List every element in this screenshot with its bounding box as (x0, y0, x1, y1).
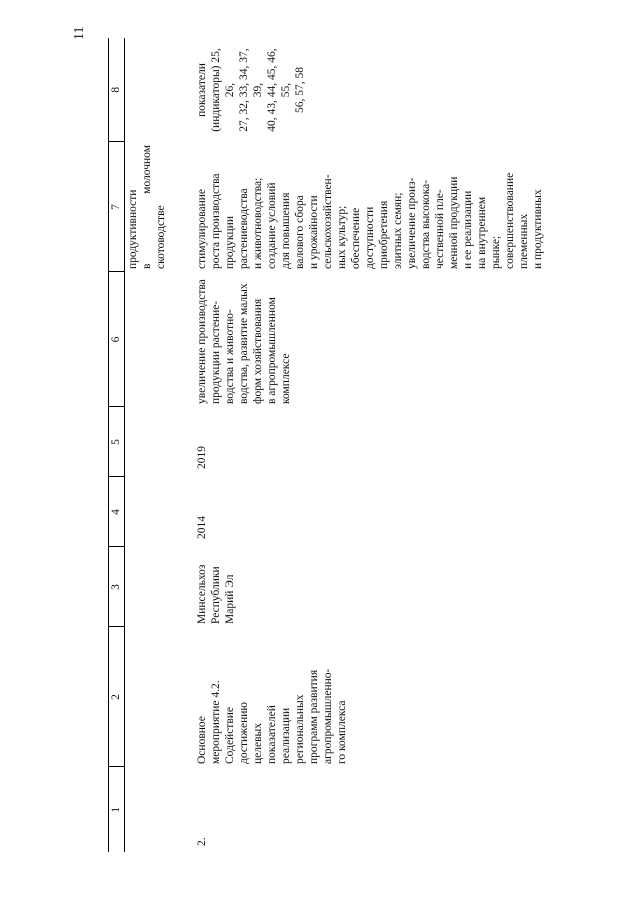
tasks-line: ных культур; (336, 205, 349, 269)
header-row (109, 38, 125, 852)
tasks-line: доступности (364, 206, 377, 269)
start-year: 2014 (196, 516, 208, 539)
tasks-line: обеспечение (350, 207, 363, 269)
header-col-5: 5 (109, 407, 125, 477)
table-row (193, 38, 546, 852)
event-line: показателей (266, 705, 279, 764)
event-line: целевых (252, 722, 265, 764)
tasks-line: племенных (518, 213, 531, 269)
tasks-line: и животноводства; (252, 177, 265, 269)
executor-line: Минсельхоз (196, 564, 208, 624)
header-col-2: 2 (109, 627, 125, 767)
result-line: водства и животно- (224, 309, 237, 404)
header-col-6: 6 (109, 272, 125, 407)
event-cell (193, 627, 546, 767)
event-line: региональных (294, 694, 307, 764)
tasks-line: стимулирование (196, 189, 208, 269)
indicators-line: 27, 32, 33, 34, 37, 39, (238, 48, 265, 132)
continuation-line (140, 145, 154, 269)
event-line: Основное (196, 716, 208, 764)
result-line: форм хозяйствования (252, 298, 265, 404)
result-line: водства, развитие малых (238, 283, 251, 404)
tasks-cell (193, 142, 546, 272)
tasks-line: роста производства (210, 173, 223, 269)
continuation-word: молочном (141, 145, 154, 194)
event-line: мероприятие 4.2. (210, 680, 223, 764)
tasks-line: менной продукции (448, 176, 461, 269)
tasks-line: увеличение произ- (406, 177, 419, 269)
tasks-line: водства высокока- (420, 179, 433, 269)
tasks-line: и продуктивных (532, 189, 545, 269)
tasks-line: и урожайности (308, 195, 321, 269)
executor-cell (193, 547, 546, 627)
header-col-7: 7 (109, 142, 125, 272)
header-col-8: 8 (109, 38, 125, 142)
result-line: комплексе (280, 353, 293, 404)
indicators-line: показатели (196, 63, 208, 117)
event-line: агропромышленно- (322, 668, 335, 764)
tasks-line: продукции (224, 216, 237, 269)
event-line: достижению (238, 702, 251, 764)
tasks-line: приобретения (378, 200, 391, 269)
event-line: го комплекса (336, 700, 349, 764)
event-line: программ развития (308, 669, 321, 764)
tasks-line: на внутреннем (476, 196, 489, 269)
tasks-line: растениеводства (238, 188, 251, 269)
indicators-line: (индикаторы) 25, 26, (210, 48, 237, 132)
tasks-line: сельскохозяйствен- (322, 174, 335, 269)
continuation-word: в (141, 263, 154, 269)
executor-line: Марий Эл (224, 574, 237, 624)
header-col-4: 4 (109, 477, 125, 547)
continuation-row (125, 38, 194, 852)
header-col-3: 3 (109, 547, 125, 627)
indicators-cell (193, 38, 546, 142)
continuation-line: продуктивности (127, 189, 139, 269)
tasks-line: элитных семян; (392, 192, 405, 269)
tasks-line: чественной пле- (434, 189, 447, 269)
header-col-1: 1 (109, 767, 125, 852)
continuation-cell (125, 142, 194, 272)
events-table (108, 38, 546, 852)
indicators-line: 40, 43, 44, 45, 46, 55, (266, 48, 293, 132)
result-line: в агропромышленном (266, 297, 279, 404)
event-line: реализации (280, 707, 293, 764)
executor-line: Республики (210, 566, 223, 624)
continuation-line: скотоводстве (155, 205, 168, 269)
rotated-table-wrapper (108, 38, 545, 852)
tasks-line: валового сбора (294, 195, 307, 269)
event-line: Содействие (224, 706, 237, 764)
page-number: 11 (72, 26, 87, 40)
tasks-line: совершенствование (504, 172, 517, 269)
row-number: 2. (196, 837, 208, 846)
result-line: увеличение производства (196, 279, 208, 404)
end-year: 2019 (196, 446, 208, 469)
tasks-line: рынке; (490, 235, 503, 269)
indicators-line: 56, 57, 58 (294, 67, 307, 113)
tasks-line: создание условий (266, 182, 279, 269)
result-line: продукции растение- (210, 300, 223, 404)
tasks-line: и ее реализации (462, 190, 475, 269)
tasks-line: для повышения (280, 192, 293, 269)
result-cell (193, 272, 546, 407)
